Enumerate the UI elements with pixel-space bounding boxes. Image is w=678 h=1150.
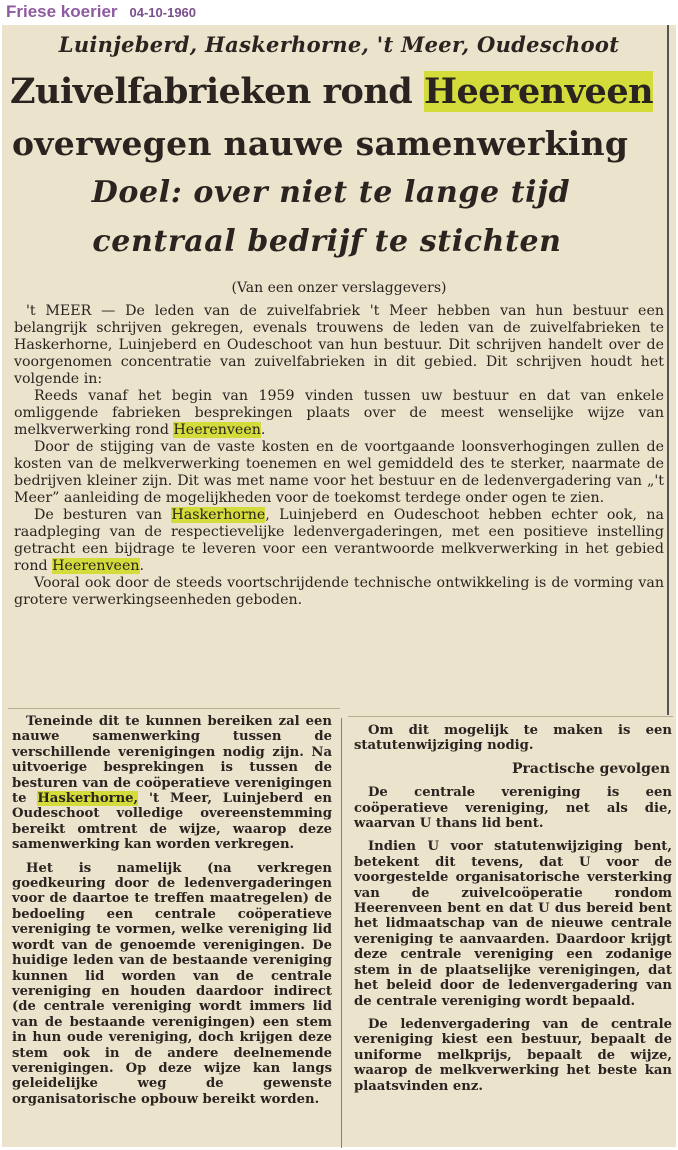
paragraph-text: 't Meer, Luinjeberd en Oudeschoot volledige overeenstemming bereikt omtrent de wijze, waarop deze samenwerking kan worden verkregen. <box>12 791 332 853</box>
paragraph-text: Reeds vanaf het begin van 1959 vinden tussen uw bestuur en dat van enkele omliggende fabrieken besprekingen plaats over de meest wenselijke wijze van melkverwerking rond <box>14 388 664 438</box>
publication-date: 04-10-1960 <box>129 5 197 20</box>
paragraph-text: Vooral ook door de steeds voortschrijdende technische ontwikkeling is de vorming van grotere verwerkingseenheden geboden. <box>14 575 664 608</box>
headline <box>10 71 653 112</box>
paragraph: Indien U voor statutenwijziging bent, betekent dit tevens, dat U voor de voorgestelde organisatorische versterking van de zuivelcoöperatie rondom Heerenveen bent en dat U dus bereid bent het lidmaatschap van de nieuwe centrale vereniging te aanvaarden. Daardoor krijgt deze centrale vereniging een zodanige stem in de plaatselijke verenigingen, dat het beleid door de ledenvergadering van de centrale vereniging wordt bepaald. <box>354 839 672 1009</box>
paragraph-text: , Luinjeberd en Oudeschoot hebben echter ook, na raadpleging van de respectievelijke ledenvergaderingen, met een positieve instelling getracht een bijdrage te leveren voor een verantwoorde melkverwerking in het gebied rond <box>14 507 664 574</box>
clipping-edge <box>8 708 340 709</box>
byline: (Van een onzer verslaggevers) <box>231 280 447 296</box>
paragraph-text: . <box>260 422 266 438</box>
paragraph-text: De leden van de zuivelfabriek 't Meer hebben van hun bestuur een belangrijk schrijven gekregen, evenals trouwens de leden van de zuivelfabrieken te Haskerhorne, Luinjeberd en Oudeschoot van hun bestuur. Dit schrijven handelt over de voorgenomen concentratie van zuivelfabrieken in dit gebied. Dit schrijven houdt het volgende in: <box>14 303 664 387</box>
paragraph <box>12 714 332 853</box>
paragraph-text: . <box>139 558 145 574</box>
location-kicker: Luinjeberd, Haskerhorne, 't Meer, Oudeschoot <box>58 32 620 57</box>
headline-line-2: overwegen nauwe samenwerking <box>12 124 629 163</box>
paragraph-text: Teneinde dit te kunnen bereiken zal een nauwe samenwerking tussen de verschillende verenigingen nodig zijn. Na uitvoerige besprekingen is tussen de besturen van de coöperatieve verenigingen te <box>12 714 332 807</box>
column-divider <box>341 718 342 1148</box>
column-rule <box>667 25 669 715</box>
highlighted-term: Heerenveen <box>52 558 140 574</box>
highlighted-term: Heerenveen <box>423 71 654 112</box>
dateline: 't MEER — <box>26 303 126 319</box>
paragraph <box>14 388 664 439</box>
subheadline-line-2: centraal bedrijf te stichten <box>92 224 562 259</box>
clipping-edge <box>348 716 673 717</box>
subheadline-line-1: Doel: over niet te lange tijd <box>91 175 571 210</box>
paragraph-text: Door de stijging van de vaste kosten en de voortgaande loonsverhogingen zullen de kosten van de melkverwerking toenemen en wel gemiddeld des te sterker, naarmate de bedrijven kleiner zijn. Dit was met name voor het bestuur en de ledenvergadering van „'t Meer” aanleiding de mogelijkheden voor de toekomst terdege onder ogen te zien. <box>14 439 664 506</box>
paragraph-text: De besturen van <box>34 507 172 523</box>
paragraph: De centrale vereniging is een coöperatieve vereniging, net als die, waarvan U thans lid bent. <box>354 785 672 832</box>
headline-text: Zuivelfabrieken rond <box>10 71 424 112</box>
paragraph <box>14 303 664 388</box>
article-column-left <box>12 714 332 1115</box>
section-heading: Practische gevolgen <box>511 760 670 777</box>
paragraph <box>14 439 664 507</box>
newspaper-name: Friese koerier <box>6 2 118 21</box>
paragraph <box>14 575 664 609</box>
paragraph: De ledenvergadering van de centrale vereniging kiest een bestuur, bepaalt de uniforme melkprijs, bepaalt de wijze, waarop de melkverwerking het beste kan plaatsvinden enz. <box>354 1016 672 1094</box>
clipping-header <box>6 2 196 24</box>
article-lede <box>14 303 664 609</box>
highlighted-term: Haskerhorne, <box>37 791 139 807</box>
highlighted-term: Haskerhorne <box>171 507 266 523</box>
paragraph: Het is namelijk (na verkregen goedkeuring door de ledenvergaderingen voor de daartoe te treffen maatregelen) de bedoeling een centrale coöperatieve vereniging te vormen, welke vereniging lid wordt van de genoemde verenigingen. De huidige leden van de bestaande vereniging kunnen lid worden van de centrale vereniging en houden daardoor indirect (de centrale vereniging wordt immers lid van de bestaande verenigingen) een stem in hun oude vereniging, doch krijgen deze stem ook in de andere deelnemende verenigingen. Op deze wijze kan langs geleidelijke weg de gewenste organisatorische opbouw bereikt worden. <box>12 860 332 1107</box>
highlighted-term: Heerenveen <box>173 422 261 438</box>
paragraph <box>14 507 664 575</box>
article-column-right <box>354 723 672 1102</box>
paragraph: Om dit mogelijk te maken is een statutenwijziging nodig. <box>354 723 672 754</box>
